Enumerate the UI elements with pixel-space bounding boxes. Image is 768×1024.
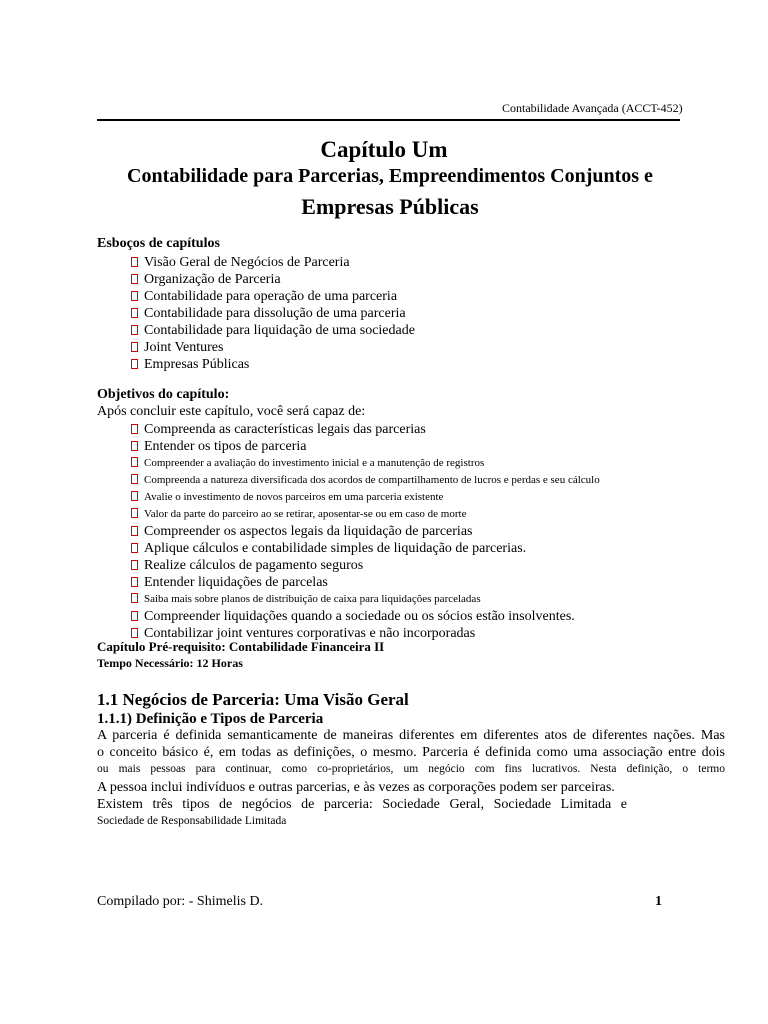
bullet-icon	[131, 526, 138, 536]
section-heading: 1.1 Negócios de Parceria: Uma Visão Geral	[97, 690, 409, 709]
paragraph-line: A parceria é definida semanticamente de maneiras diferentes em diferentes atos de diferentes nações. Mas	[97, 728, 725, 743]
header-rule	[97, 119, 680, 121]
bullet-icon	[131, 560, 138, 570]
list-item: Saiba mais sobre planos de distribuição de caixa para liquidações parceladas	[131, 591, 600, 608]
list-item: Joint Ventures	[131, 339, 415, 356]
list-item: Avalie o investimento de novos parceiros em uma parceria existente	[131, 489, 600, 506]
list-item: Aplique cálculos e contabilidade simples de liquidação de parcerias.	[131, 540, 600, 557]
bullet-icon	[131, 628, 138, 638]
list-item: Contabilidade para dissolução de uma parceria	[131, 305, 415, 322]
paragraph-line: Sociedade de Responsabilidade Limitada	[97, 815, 287, 827]
list-item: Compreender liquidações quando a sociedade ou os sócios estão insolventes.	[131, 608, 600, 625]
bullet-icon	[131, 457, 138, 467]
objectives-list	[131, 421, 600, 642]
list-item: Contabilizar joint ventures corporativas e não incorporadas	[131, 625, 600, 642]
bullet-icon	[131, 441, 138, 451]
bullet-icon	[131, 593, 138, 603]
list-item: Contabilidade para liquidação de uma sociedade	[131, 322, 415, 339]
time-required: Tempo Necessário: 12 Horas	[97, 656, 243, 670]
list-item: Realize cálculos de pagamento seguros	[131, 557, 600, 574]
bullet-icon	[131, 577, 138, 587]
list-item: Visão Geral de Negócios de Parceria	[131, 254, 415, 271]
chapter-title: Capítulo Um	[320, 137, 448, 162]
list-item: Contabilidade para operação de uma parceria	[131, 288, 415, 305]
list-item: Compreenda as características legais das parcerias	[131, 421, 600, 438]
bullet-icon	[131, 257, 138, 267]
bullet-icon	[131, 491, 138, 501]
objectives-heading: Objetivos do capítulo:	[97, 387, 230, 402]
bullet-icon	[131, 543, 138, 553]
body-paragraph-2	[97, 779, 627, 830]
paragraph-line: ou mais pessoas para continuar, como co-proprietários, um negócio com fins lucrativos. Nesta definição, o termo	[97, 763, 725, 775]
subsection-heading: 1.1.1) Definição e Tipos de Parceria	[97, 711, 324, 727]
footer-compiled-by: Compilado por: - Shimelis D.	[97, 894, 264, 909]
list-item: Valor da parte do parceiro ao se retirar, aposentar-se ou em caso de morte	[131, 506, 600, 523]
list-item: Organização de Parceria	[131, 271, 415, 288]
objectives-intro: Após concluir este capítulo, você será capaz de:	[97, 404, 366, 419]
bullet-icon	[131, 474, 138, 484]
list-item: Compreender os aspectos legais da liquidação de parcerias	[131, 523, 600, 540]
prerequisite: Capítulo Pré-requisito: Contabilidade Financeira II	[97, 639, 385, 654]
list-item: Empresas Públicas	[131, 356, 415, 373]
bullet-icon	[131, 342, 138, 352]
bullet-icon	[131, 274, 138, 284]
outline-heading: Esboços de capítulos	[97, 236, 220, 251]
outline-list	[131, 254, 415, 373]
bullet-icon	[131, 359, 138, 369]
paragraph-line: A pessoa inclui indivíduos e outras parcerias, e às vezes as corporações podem ser parceiras.	[97, 780, 615, 795]
chapter-subtitle-line1: Contabilidade para Parcerias, Empreendimentos Conjuntos e	[127, 165, 653, 187]
body-paragraph	[97, 727, 725, 778]
list-item: Entender os tipos de parceria	[131, 438, 600, 455]
bullet-icon	[131, 508, 138, 518]
bullet-icon	[131, 611, 138, 621]
running-header: Contabilidade Avançada (ACCT-452)	[502, 101, 683, 115]
bullet-icon	[131, 424, 138, 434]
bullet-icon	[131, 325, 138, 335]
list-item: Entender liquidações de parcelas	[131, 574, 600, 591]
paragraph-line: Existem três tipos de negócios de parceria: Sociedade Geral, Sociedade Limitada e	[97, 797, 627, 812]
list-item: Compreender a avaliação do investimento inicial e a manutenção de registros	[131, 455, 600, 472]
page-number: 1	[655, 894, 662, 909]
chapter-subtitle-line2: Empresas Públicas	[301, 194, 479, 219]
paragraph-line: o conceito básico é, em todas as definições, o mesmo. Parceria é definida como uma associação entre dois	[97, 745, 725, 760]
list-item: Compreenda a natureza diversificada dos acordos de compartilhamento de lucros e perdas e seu cálculo	[131, 472, 600, 489]
bullet-icon	[131, 291, 138, 301]
bullet-icon	[131, 308, 138, 318]
